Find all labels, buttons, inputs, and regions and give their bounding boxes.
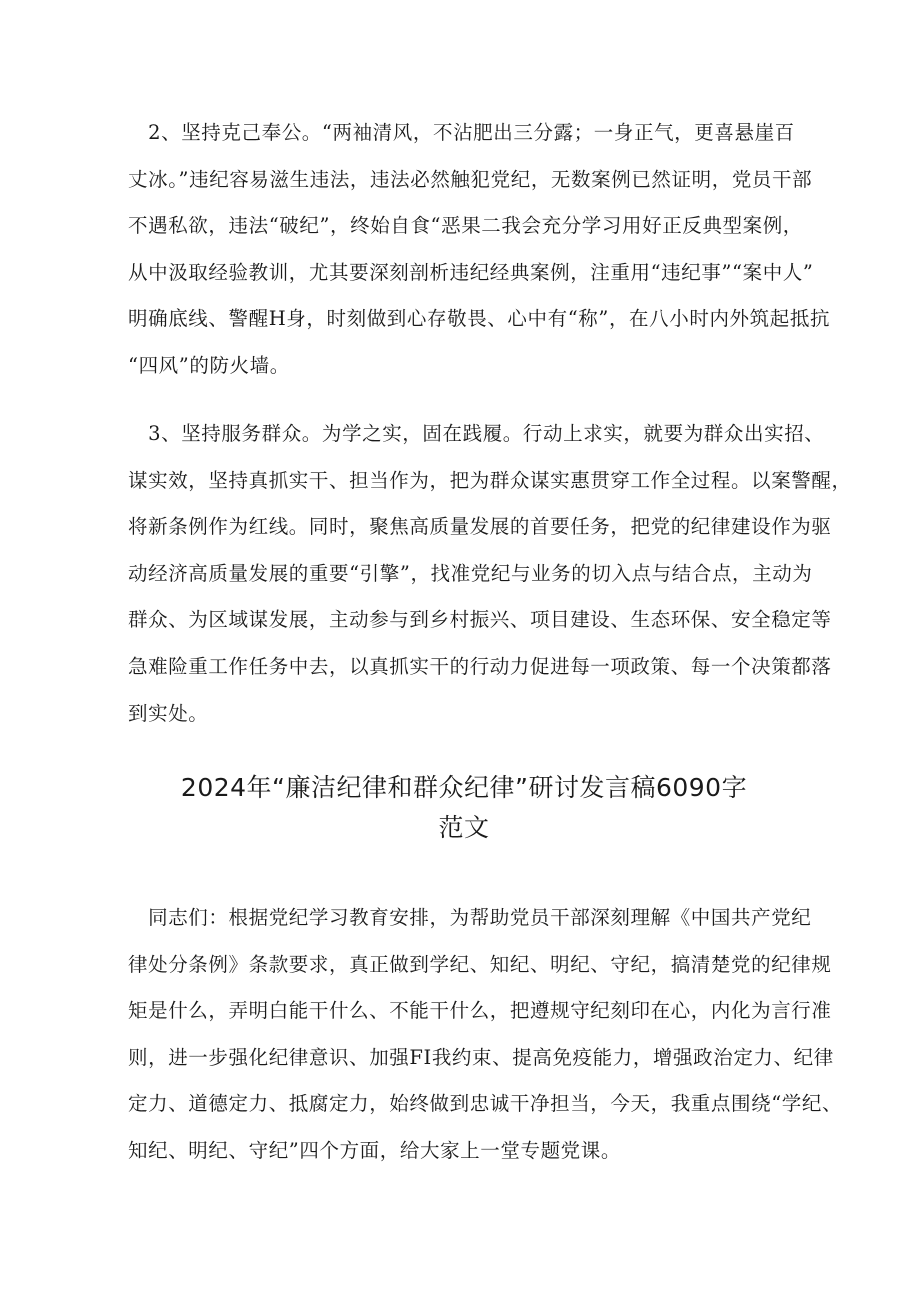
paragraph-adhere-self-discipline (128, 110, 831, 390)
text-line: 2、坚持克己奉公。“两袖清风，不沾肥出三分露；一身正气，更喜悬崖百 (128, 121, 795, 144)
paragraph-opening-remarks (128, 895, 843, 1175)
title-line: 范文 (438, 813, 490, 842)
text-line: 明确底线、警醒H身，时刻做到心存敬畏、心中有“称”，在八小时内外筑起抵抗 (128, 307, 831, 331)
text-line: “四风”的防火墙。 (128, 353, 290, 377)
text-line: 从中汲取经验教训，尤其要深刻剖析违纪经典案例，注重用“违纪事”“案中人” (128, 260, 814, 284)
text-line: 丈冰。”违纪容易滋生违法，违法必然触犯党纪，无数案例已然证明，党员干部 (128, 167, 813, 191)
paragraph-serve-the-masses (128, 411, 852, 737)
text-line: 3、坚持服务群众。为学之实，固在践履。行动上求实，就要为群众出实招、 (128, 422, 825, 445)
title-line: 2024年“廉洁纪律和群众纪律”研讨发言稿6090字 (180, 773, 748, 802)
document-title (128, 768, 800, 848)
text-line: 知纪、明纪、守纪”四个方面，给大家上一堂专题党课。 (128, 1138, 621, 1162)
text-line: 同志们：根据党纪学习教育安排，为帮助党员干部深刻理解《中国共产党纪 (128, 906, 812, 929)
text-line: 动经济高质量发展的重要“引擎”，找准党纪与业务的切入点与结合点，主动为 (128, 561, 813, 585)
text-line: 定力、道德定力、抵腐定力，始终做到忠诚干净担当，今天，我重点围绕“学纪、 (128, 1092, 843, 1116)
text-line: 律处分条例》条款要求，真正做到学纪、知纪、明纪、守纪，搞清楚党的纪律规 (128, 952, 832, 976)
text-line: 矩是什么，弄明白能干什么、不能干什么，把遵规守纪刻印在心，内化为言行准 (128, 999, 832, 1023)
text-line: 将新条例作为红线。同时，聚焦高质量发展的首要任务，把党的纪律建设作为驱 (128, 515, 832, 539)
text-line: 谋实效，坚持真抓实干、担当作为，把为群众谋实惠贯穿工作全过程。以案警醒， (128, 468, 852, 492)
text-line: 则，进一步强化纪律意识、加强FI我约束、提高免疫能力，增强政治定力、纪律 (128, 1045, 834, 1069)
text-line: 急难险重工作任务中去，以真抓实干的行动力促进每一项政策、每一个决策都落 (128, 654, 832, 678)
text-line: 群众、为区域谋发展，主动参与到乡村振兴、项目建设、生态环保、安全稳定等 (128, 608, 832, 632)
text-line: 到实处。 (128, 701, 209, 725)
text-line: 不遇私欲，违法“破纪”，终始自食“恶果二我会充分学习用好正反典型案例， (128, 214, 803, 238)
